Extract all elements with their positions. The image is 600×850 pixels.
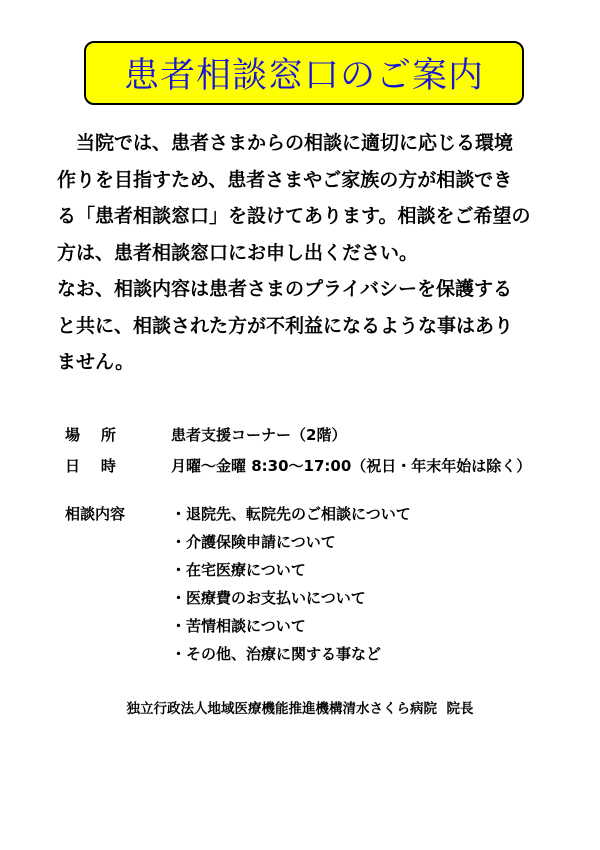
page-title: 患者相談窓口のご案内 bbox=[123, 56, 484, 96]
title-banner bbox=[84, 41, 524, 105]
place-row bbox=[65, 419, 565, 450]
hours-row bbox=[65, 450, 565, 481]
hours-label: 日 時 bbox=[65, 457, 116, 475]
list-item: ・苦情相談について bbox=[171, 617, 306, 635]
list-item: ・在宅医療について bbox=[171, 561, 306, 579]
topics-list bbox=[171, 500, 411, 668]
list-item: ・介護保険申請について bbox=[171, 533, 336, 551]
intro-paragraph-1: 当院では、患者さまからの相談に適切に応じる環境 作りを目指すため、患者さまやご家族の方が相談でき る「患者相談窓口」を設けてあります。相談をご希望の 方は、患者相談窓口にお申し出ください。 bbox=[57, 132, 531, 264]
list-item: ・その他、治療に関する事など bbox=[171, 645, 382, 663]
intro-text bbox=[57, 125, 557, 381]
footer-signature: 独立行政法人地域医療機能推進機構清水さくら病院 院長 bbox=[126, 701, 474, 717]
list-item: ・退院先、転院先のご相談について bbox=[171, 505, 411, 523]
list-item: ・医療費のお支払いについて bbox=[171, 589, 366, 607]
topics-section bbox=[65, 500, 565, 668]
intro-paragraph-2: なお、相談内容は患者さまのプライバシーを保護する と共に、相談された方が不利益になるような事はあり ません。 bbox=[57, 278, 514, 373]
hours-value: 月曜～金曜 8:30～17:00（祝日・年末年始は除く） bbox=[171, 457, 532, 475]
place-value: 患者支援コーナー（2階） bbox=[171, 426, 347, 444]
place-label: 場 所 bbox=[65, 426, 116, 444]
info-section bbox=[65, 419, 565, 481]
topics-label: 相談内容 bbox=[65, 505, 126, 523]
